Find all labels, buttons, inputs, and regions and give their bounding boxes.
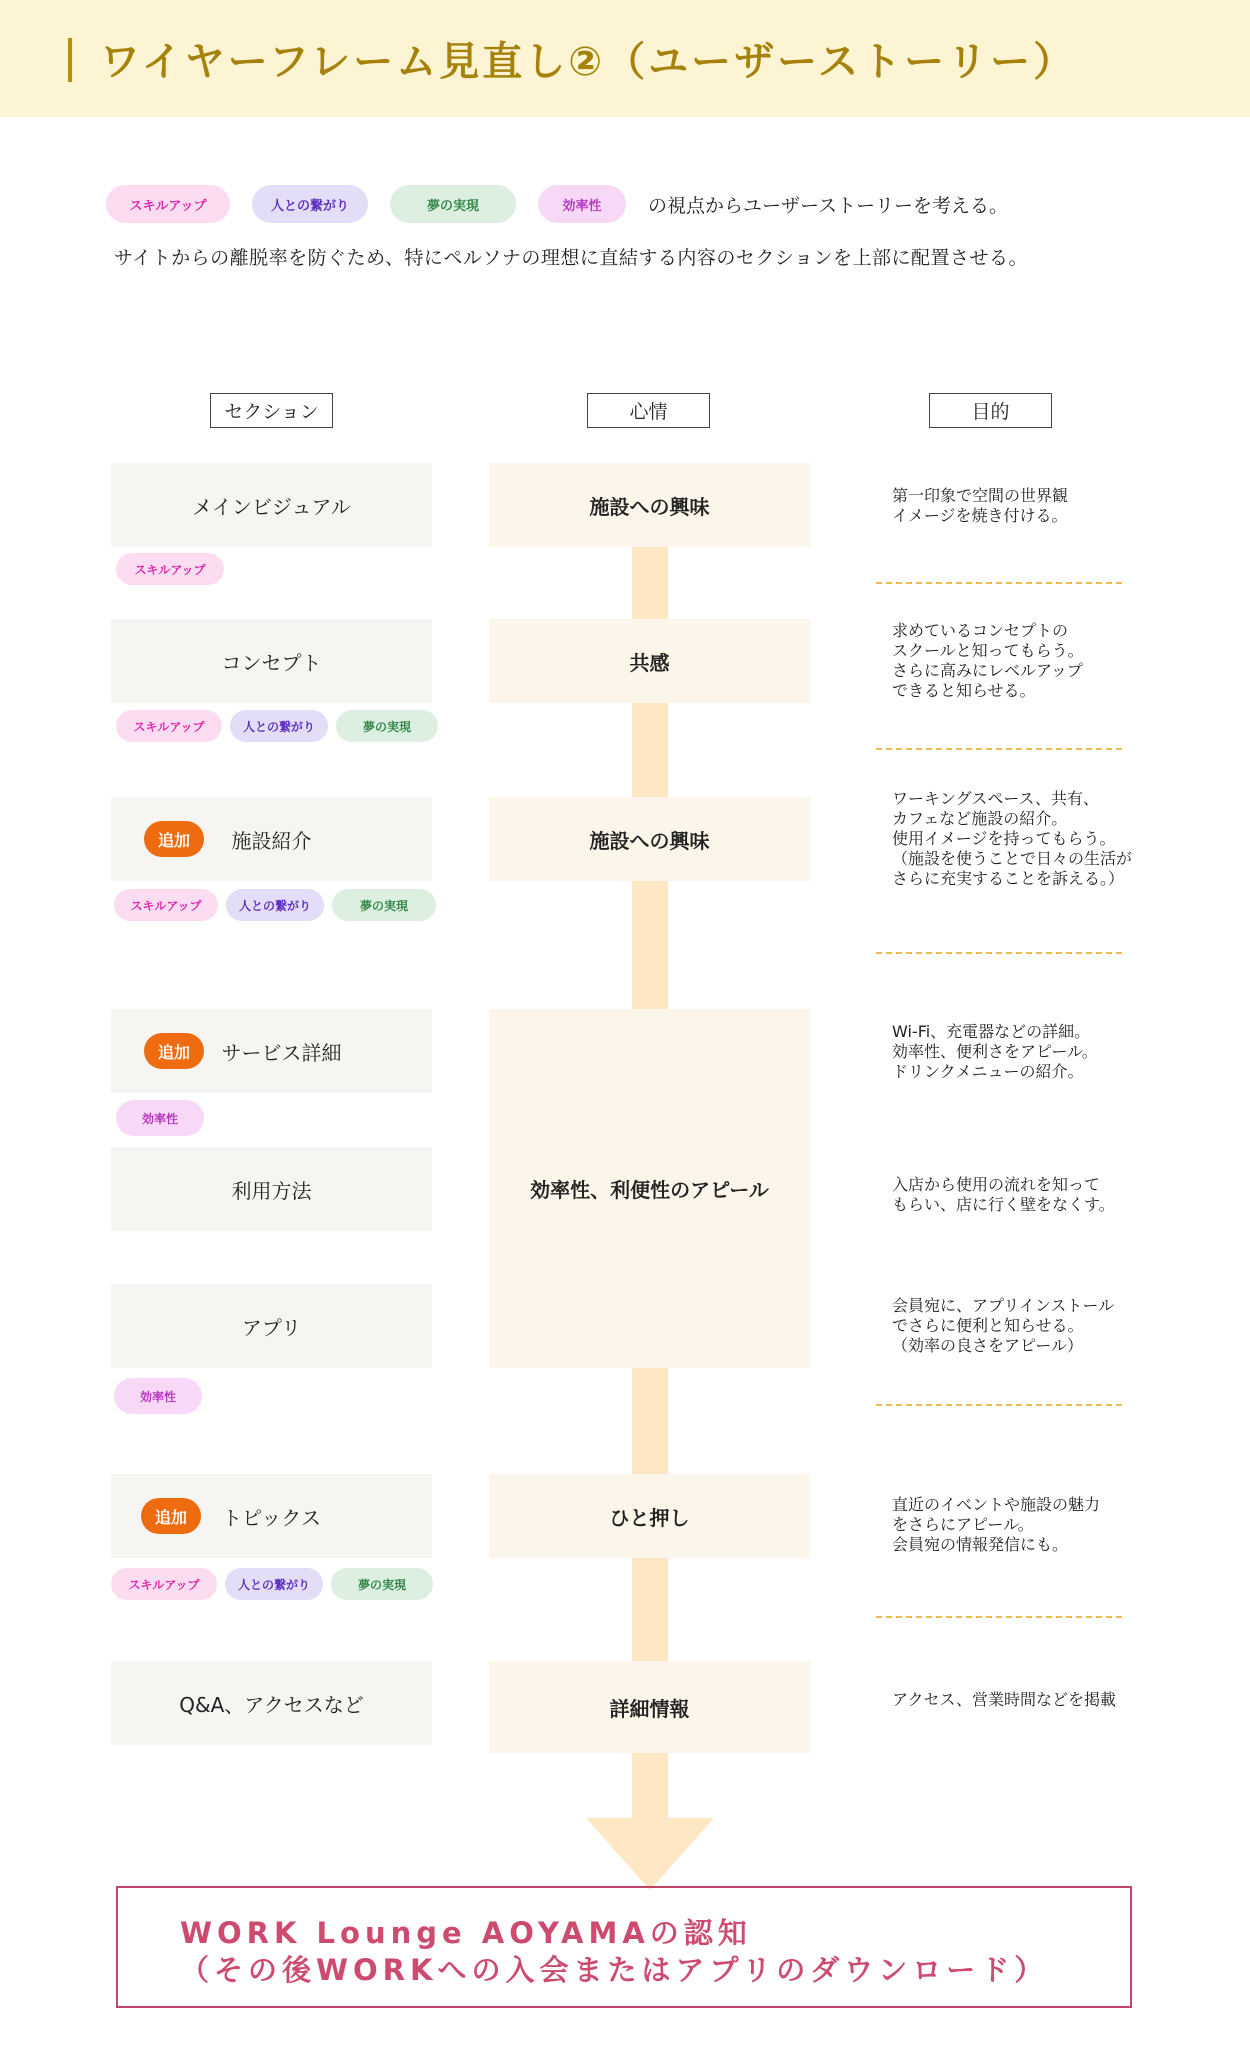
tag-connection: 人との繋がり <box>226 889 324 921</box>
purpose-text: 入店から使用の流れを知って もらい、店に行く壁をなくす。 <box>892 1175 1115 1214</box>
section-label: 利用方法 <box>231 1178 312 1203</box>
feeling-details: 詳細情報 <box>489 1661 810 1753</box>
feeling-push: ひと押し <box>489 1474 810 1558</box>
tag-connection: 人との繋がり <box>252 185 368 223</box>
tag-efficiency: 効率性 <box>116 1100 204 1136</box>
tag-skill-up: スキルアップ <box>111 1568 217 1600</box>
section-label: メインビジュアル <box>192 494 351 519</box>
feeling-appeal: 効率性、利便性のアピール <box>489 1009 810 1368</box>
divider <box>876 952 1122 954</box>
tag-skill-up: スキルアップ <box>114 889 218 921</box>
section-topics <box>111 1474 432 1558</box>
goal-line-1: WORK Lounge AOYAMAの認知 <box>180 1916 752 1950</box>
tag-dream: 夢の実現 <box>331 1568 433 1600</box>
section-app <box>111 1284 432 1368</box>
page-header <box>0 0 1250 117</box>
section-label: アプリ <box>241 1315 302 1340</box>
section-tags <box>116 1100 212 1136</box>
tag-dream: 夢の実現 <box>390 185 516 223</box>
purpose-text: 直近のイベントや施設の魅力 をさらにアピール。 会員宛の情報発信にも。 <box>892 1495 1101 1554</box>
intro-text: の視点からユーザーストーリーを考える。 <box>648 194 1009 217</box>
tag-efficiency: 効率性 <box>114 1378 202 1414</box>
section-label: コンセプト <box>221 650 322 675</box>
section-label: Q&A、アクセスなど <box>179 1692 364 1717</box>
purpose-text: ワーキングスペース、共有、 カフェなど施設の紹介。 使用イメージを持ってもらう。 （施設を使うことで日々の生活が さらに充実することを訴える。） <box>892 789 1133 888</box>
section-label: サービス詳細 <box>221 1040 342 1065</box>
purpose-text: 会員宛に、アプリインストール でさらに便利と知らせる。 （効率の良さをアピール） <box>892 1296 1115 1355</box>
goal-box <box>116 1886 1132 2008</box>
section-tags <box>111 1568 441 1600</box>
tag-skill-up: スキルアップ <box>116 710 222 742</box>
section-label: トピックス <box>222 1505 321 1530</box>
section-label: 施設紹介 <box>231 828 312 853</box>
section-qa-access <box>111 1661 432 1745</box>
intro-description: サイトからの離脱率を防ぐため、特にペルソナの理想に直結する内容のセクションを上部に配置させる。 <box>114 247 1029 269</box>
tag-dream: 夢の実現 <box>336 710 438 742</box>
tag-skill-up: スキルアップ <box>106 185 230 223</box>
purpose-text: 第一印象で空間の世界観 イメージを焼き付ける。 <box>892 486 1069 525</box>
title-accent-bar <box>68 38 72 82</box>
added-badge: 追加 <box>141 1498 201 1534</box>
section-facility <box>111 797 432 881</box>
added-badge: 追加 <box>144 821 204 857</box>
tag-connection: 人との繋がり <box>225 1568 323 1600</box>
section-tags <box>116 710 446 742</box>
page-title: ワイヤーフレーム見直し②（ユーザーストーリー） <box>100 39 1077 85</box>
tag-efficiency: 効率性 <box>538 185 626 223</box>
section-how-to-use <box>111 1147 432 1231</box>
feeling-interest: 施設への興味 <box>489 463 810 547</box>
divider <box>876 1404 1122 1406</box>
section-service-details <box>111 1009 432 1093</box>
column-header-feeling: 心情 <box>587 393 710 428</box>
purpose-text: Wi-Fi、充電器などの詳細。 効率性、便利さをアピール。 ドリンクメニューの紹介。 <box>892 1022 1098 1081</box>
flow-arrow-head <box>586 1818 714 1890</box>
feeling-empathy: 共感 <box>489 619 810 703</box>
column-header-purpose: 目的 <box>929 393 1052 428</box>
divider <box>876 1616 1122 1618</box>
goal-line-2: （その後WORKへの入会またはアプリのダウンロード） <box>180 1953 1049 1987</box>
purpose-text: 求めているコンセプトの スクールと知ってもらう。 さらに高みにレベルアップ できると知らせる。 <box>892 621 1084 700</box>
column-header-section: セクション <box>210 393 333 428</box>
divider <box>876 582 1122 584</box>
tag-skill-up: スキルアップ <box>116 553 224 585</box>
section-tags <box>116 553 232 585</box>
section-concept <box>111 619 432 703</box>
section-tags <box>114 889 444 921</box>
intro-line <box>106 185 1008 223</box>
purpose-text: アクセス、営業時間などを掲載 <box>892 1690 1117 1709</box>
tag-connection: 人との繋がり <box>230 710 328 742</box>
tag-dream: 夢の実現 <box>332 889 436 921</box>
feeling-interest: 施設への興味 <box>489 797 810 881</box>
added-badge: 追加 <box>144 1033 204 1069</box>
divider <box>876 748 1122 750</box>
section-tags <box>114 1378 210 1414</box>
section-main-visual <box>111 463 432 547</box>
